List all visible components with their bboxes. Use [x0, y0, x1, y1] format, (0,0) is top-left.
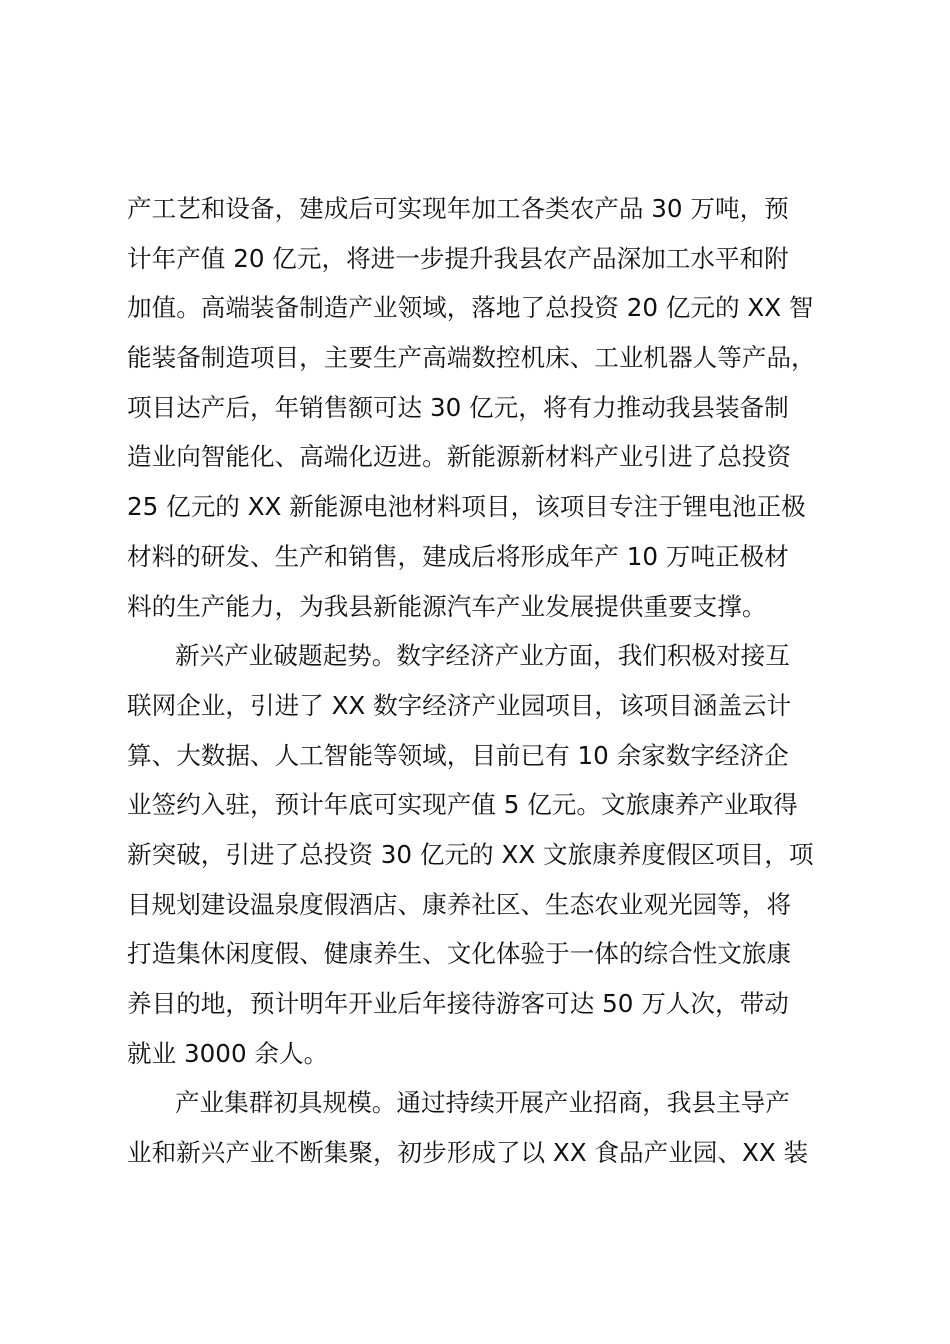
text-line: 业和新兴产业不断集聚，初步形成了以 XX 食品产业园、XX 装 — [127, 1138, 809, 1168]
text-line: 业签约入驻，预计年底可实现产值 5 亿元。文旅康养产业取得 — [127, 790, 798, 820]
text-line: 造业向智能化、高端化迈进。新能源新材料产业引进了总投资 — [127, 442, 792, 472]
text-line: 养目的地，预计明年开业后年接待游客可达 50 万人次，带动 — [127, 989, 789, 1018]
text-line: 目规划建设温泉度假酒店、康养社区、生态农业观光园等，将 — [127, 889, 792, 919]
text-line: 产工艺和设备，建成后可实现年加工各类农产品 30 万吨，预 — [127, 194, 789, 223]
text-line: 打造集休闲度假、健康养生、文化体验于一体的综合性文旅康 — [127, 939, 792, 969]
document-body — [127, 184, 847, 1178]
text-line: 料的生产能力，为我县新能源汽车产业发展提供重要支撑。 — [127, 591, 767, 621]
text-line: 计年产值 20 亿元，将进一步提升我县农产品深加工水平和附 — [127, 243, 789, 273]
paragraph-first-line: 产业集群初具规模。通过持续开展产业招商，我县主导产 — [175, 1088, 790, 1118]
text-line: 项目达产后，年销售额可达 30 亿元，将有力推动我县装备制 — [127, 392, 789, 422]
text-line: 就业 3000 余人。 — [127, 1038, 329, 1068]
text-line: 联网企业，引进了 XX 数字经济产业园项目，该项目涵盖云计 — [127, 690, 792, 720]
paragraph-first-line: 新兴产业破题起势。数字经济产业方面，我们积极对接互 — [175, 641, 790, 671]
text-line: 加值。高端装备制造产业领域，落地了总投资 20 亿元的 XX 智 — [127, 293, 814, 323]
text-line: 新突破，引进了总投资 30 亿元的 XX 文旅康养度假区项目，项 — [127, 839, 814, 869]
text-line: 材料的研发、生产和销售，建成后将形成年产 10 万吨正极材 — [127, 541, 789, 571]
text-line: 算、大数据、人工智能等领域，目前已有 10 余家数字经济企 — [127, 740, 789, 770]
text-line: 25 亿元的 XX 新能源电池材料项目，该项目专注于锂电池正极 — [127, 492, 806, 522]
text-line: 能装备制造项目，主要生产高端数控机床、工业机器人等产品， — [127, 343, 816, 373]
